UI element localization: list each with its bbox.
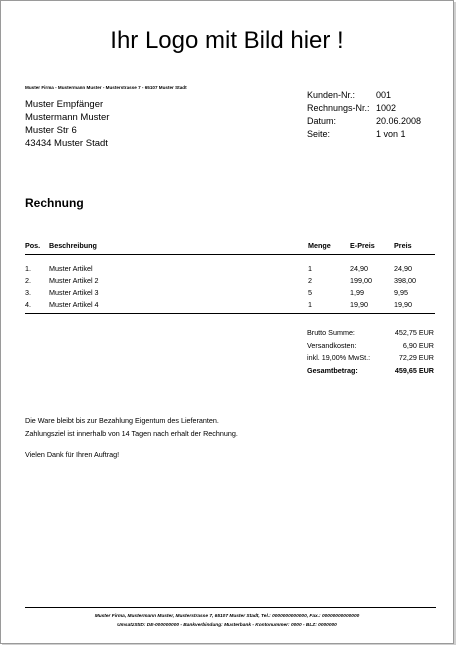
meta-value: 1002 [376, 103, 397, 113]
totals-value: 459,65 EUR [394, 365, 434, 375]
meta-value: 20.06.2008 [376, 116, 422, 126]
items-table-header [25, 241, 435, 255]
table-row [25, 262, 435, 274]
cell-quantity: 2 [308, 275, 312, 285]
cell-quantity: 1 [308, 299, 312, 309]
col-header-pos: Pos. [25, 241, 41, 250]
cell-description: Muster Artikel 2 [49, 275, 99, 285]
meta-label: Kunden-Nr.: [307, 90, 356, 100]
cell-pos: 3. [25, 287, 31, 297]
totals-row-gross [307, 327, 434, 340]
totals-block [307, 327, 434, 377]
document-title: Rechnung [25, 196, 84, 210]
totals-row-shipping [307, 340, 434, 353]
cell-price: 24,90 [394, 263, 412, 273]
meta-row-date [307, 115, 421, 128]
invoice-meta [307, 89, 421, 141]
footer-line-bank: UmsatzStID: DE-000000000 - Bankverbindung: Musterbank - Kontonummer: 0000 - BLZ: 0000000 [117, 623, 337, 628]
items-table-body [25, 255, 435, 314]
recipient-line: 43434 Muster Stadt [25, 138, 108, 149]
totals-label: Brutto Summe: [307, 328, 355, 337]
table-row [25, 298, 435, 310]
meta-label: Rechnungs-Nr.: [307, 103, 370, 113]
meta-value: 001 [376, 90, 392, 100]
recipient-line: Mustermann Muster [25, 112, 110, 123]
totals-label: inkl. 19,00% MwSt.: [307, 353, 371, 362]
totals-value: 452,75 EUR [394, 328, 434, 337]
recipient-line: Muster Empfänger [25, 99, 104, 110]
note-line-thanks: Vielen Dank für Ihren Auftrag! [25, 450, 120, 459]
totals-row-grand-total [307, 365, 434, 378]
meta-row-page [307, 128, 421, 141]
logo-placeholder: Ihr Logo mit Bild hier ! [110, 27, 344, 54]
meta-row-invoice-number [307, 102, 421, 115]
items-table [25, 241, 435, 314]
invoice-notes [25, 415, 238, 462]
col-header-description: Beschreibung [49, 241, 97, 250]
cell-description: Muster Artikel [49, 263, 93, 273]
table-row [25, 286, 435, 298]
meta-label: Seite: [307, 129, 331, 139]
footer-divider [25, 607, 436, 608]
cell-price: 398,00 [394, 275, 416, 285]
cell-unit-price: 24,90 [350, 263, 368, 273]
cell-description: Muster Artikel 4 [49, 299, 99, 309]
table-row [25, 274, 435, 286]
recipient-address [25, 98, 109, 150]
meta-label: Datum: [307, 116, 337, 126]
col-header-quantity: Menge [308, 241, 331, 250]
cell-quantity: 1 [308, 263, 312, 273]
cell-pos: 4. [25, 299, 31, 309]
cell-unit-price: 19,90 [350, 299, 368, 309]
cell-unit-price: 199,00 [350, 275, 372, 285]
totals-row-vat [307, 352, 434, 365]
totals-label: Versandkosten: [307, 340, 357, 350]
footer [1, 612, 453, 630]
col-header-unit-price: E-Preis [350, 241, 375, 250]
recipient-line: Muster Str 6 [25, 125, 77, 136]
cell-quantity: 5 [308, 287, 312, 297]
totals-value: 6,90 EUR [402, 340, 434, 350]
cell-pos: 2. [25, 275, 31, 285]
col-header-price: Preis [394, 241, 412, 250]
note-line-ownership: Die Ware bleibt bis zur Bezahlung Eigentum des Lieferanten. [25, 416, 219, 425]
cell-description: Muster Artikel 3 [49, 287, 99, 297]
cell-price: 9,95 [394, 287, 408, 297]
sender-address-line: Muster Firma - Mustermann Muster - Musterstrasse 7 - 65107 Muster Stadt [25, 85, 187, 90]
totals-label: Gesamtbetrag: [307, 365, 358, 375]
meta-row-customer-number [307, 89, 421, 102]
cell-price: 19,90 [394, 299, 412, 309]
note-spacer [25, 440, 238, 449]
meta-value: 1 von 1 [376, 129, 406, 139]
totals-value: 72,29 EUR [398, 353, 434, 362]
cell-pos: 1. [25, 263, 31, 273]
note-line-payment-terms: Zahlungsziel ist innerhalb von 14 Tagen nach erhalt der Rechnung. [25, 428, 238, 438]
footer-line-company: Muster Firma, Mustermann Muster, Musterstrasse 7, 65107 Muster Stadt, Tel.: 0000000000000, Fax.: 00000000000000 [94, 614, 360, 619]
cell-unit-price: 1,99 [350, 287, 364, 297]
